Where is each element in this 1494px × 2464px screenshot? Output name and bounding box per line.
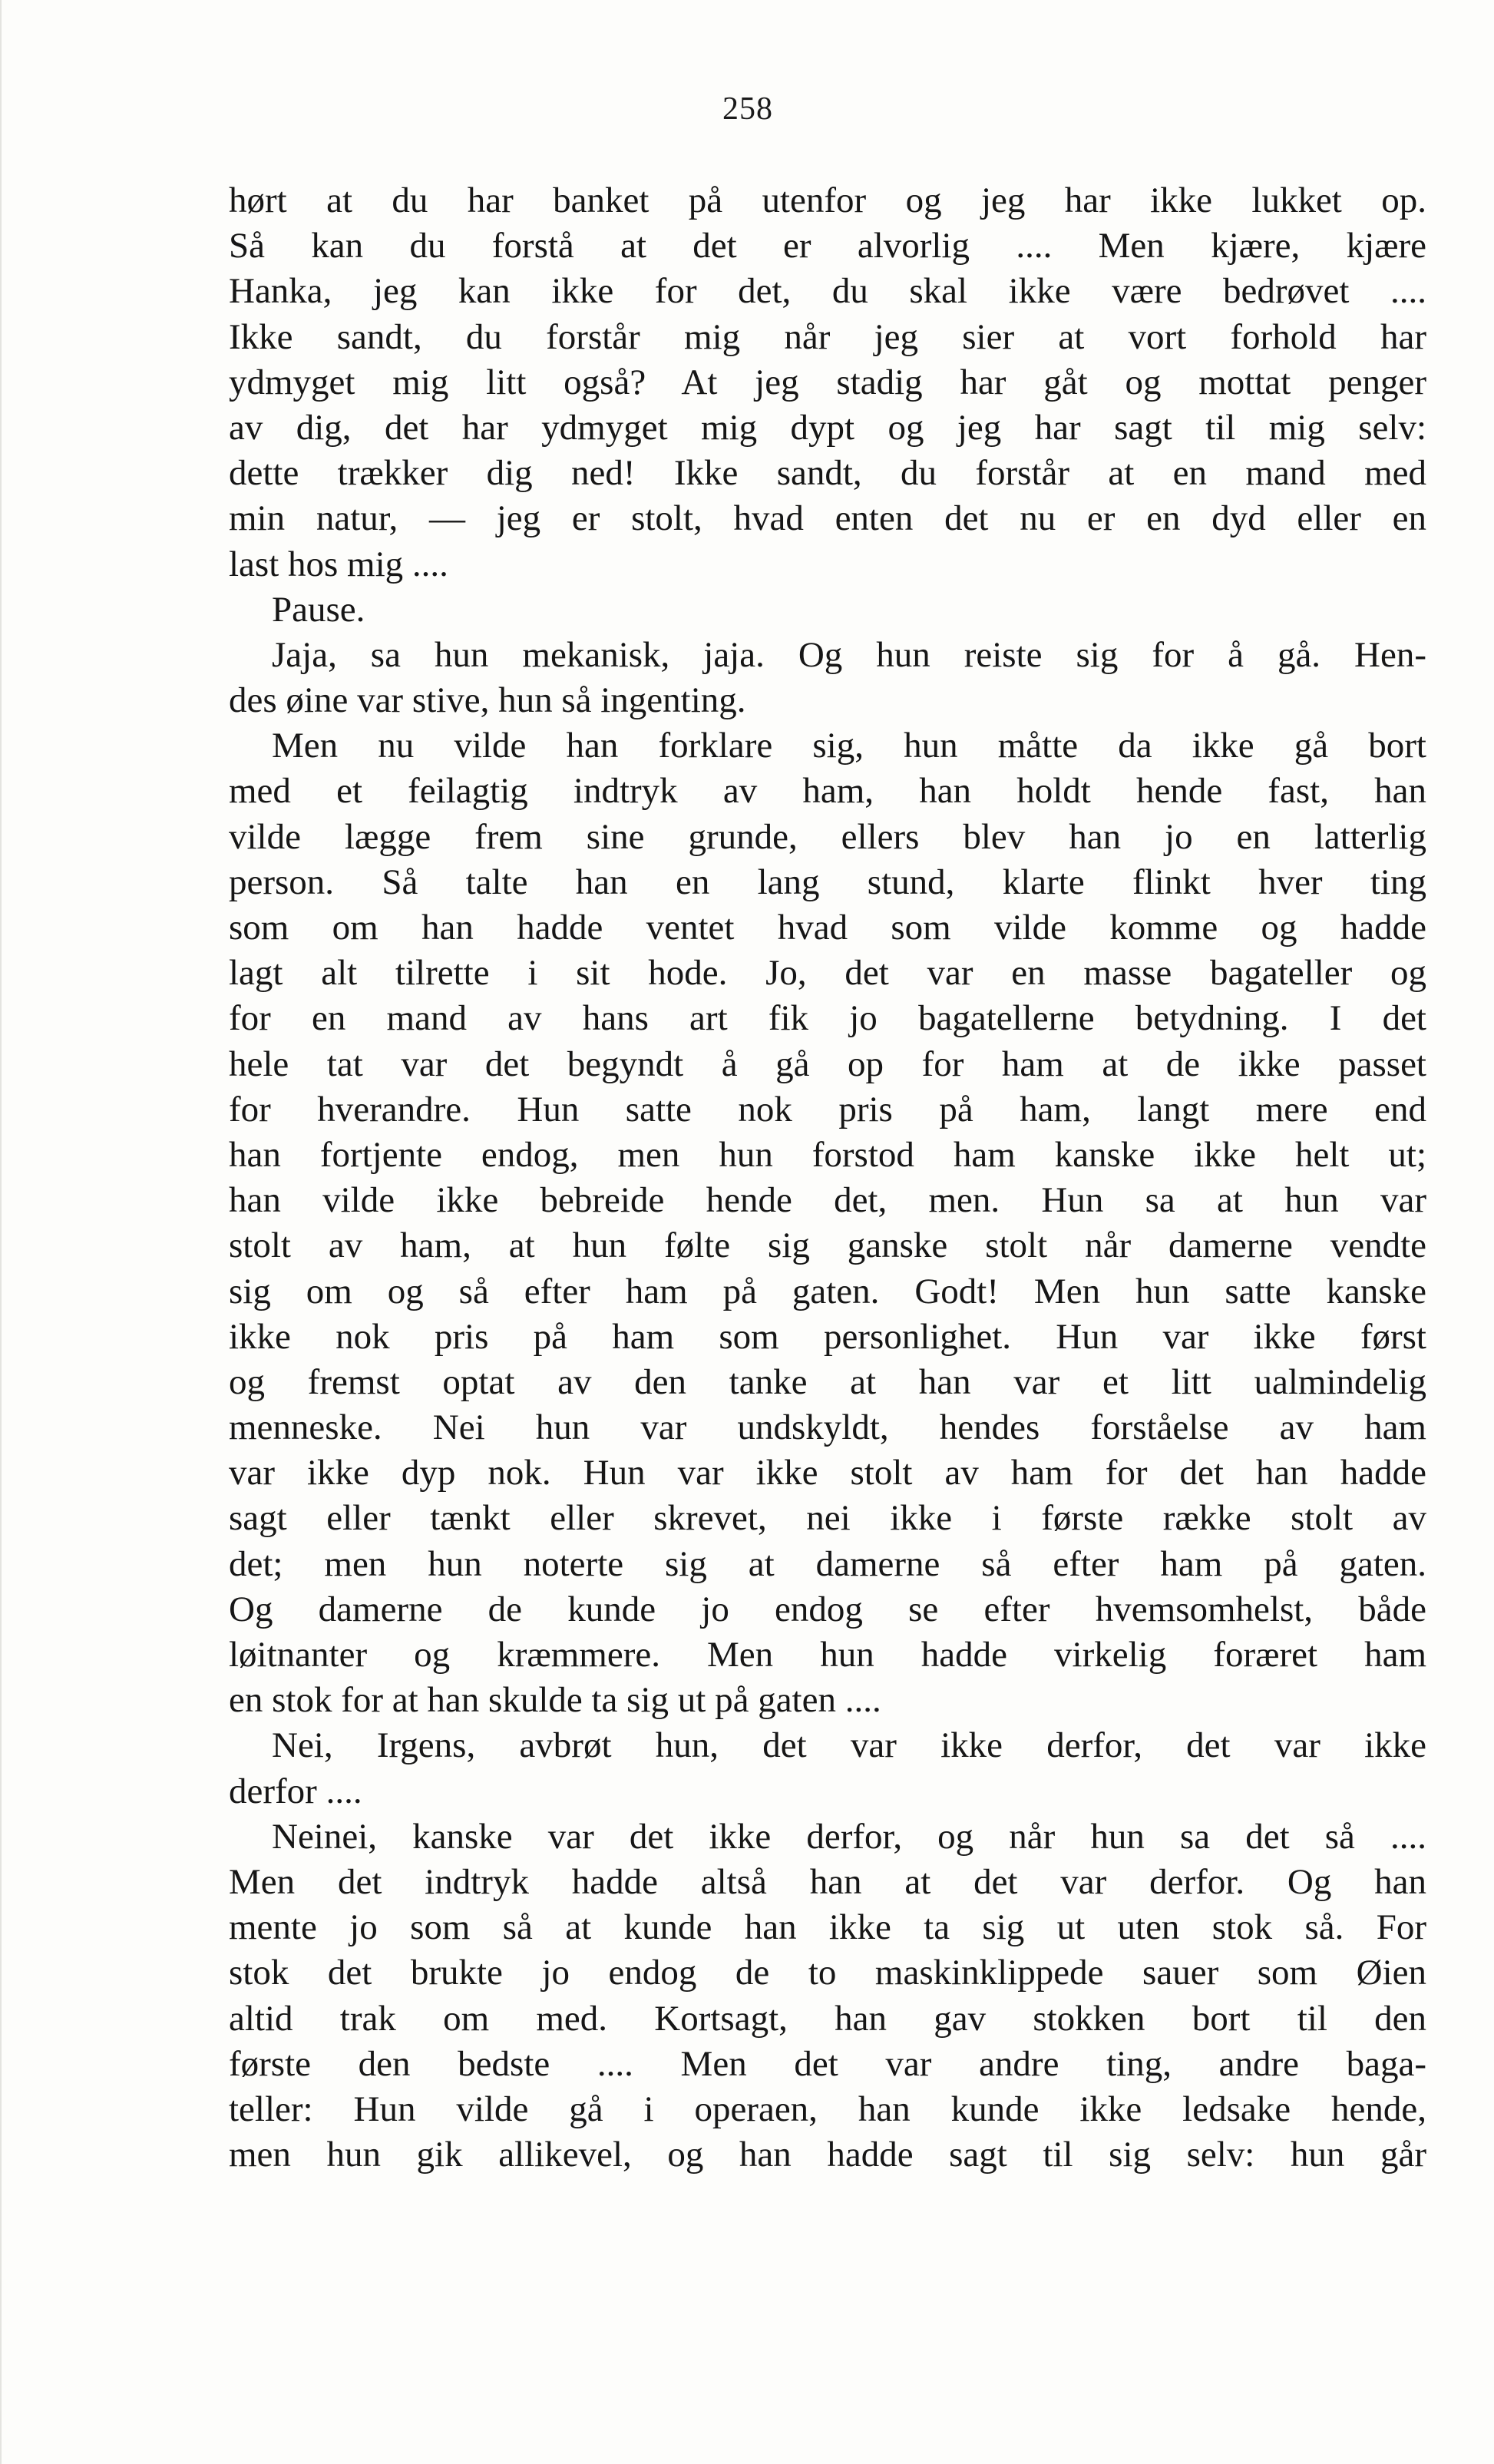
text-line: løitnanter og kræmmere. Men hun hadde virkelig foræret ham <box>229 1635 1426 1675</box>
text-line: Ikke sandt, du forstår mig når jeg sier at vort forhold har <box>229 316 1426 357</box>
text-line: Hanka, jeg kan ikke for det, du skal ikke være bedrøvet .... <box>229 271 1426 312</box>
text-line: for hverandre. Hun satte nok pris på ham, langt mere end <box>229 1089 1426 1129</box>
text-line: vilde lægge frem sine grunde, ellers blev han jo en latterlig <box>229 816 1426 857</box>
text-line: hele tat var det begyndt å gå op for ham at de ikke passet <box>229 1043 1426 1084</box>
text-line: lagt alt tilrette i sit hode. Jo, det var en masse bagateller og <box>229 953 1426 994</box>
body-text <box>229 178 1426 2178</box>
text-line: Neinei, kanske var det ikke derfor, og når hun sa det så .... <box>272 1816 1426 1857</box>
text-line: ikke nok pris på ham som personlighet. Hun var ikke først <box>229 1316 1426 1357</box>
text-line: for en mand av hans art fik jo bagatellerne betydning. I det <box>229 998 1426 1039</box>
text-line: stok det brukte jo endog de to maskinklippede sauer som Øien <box>229 1953 1426 1993</box>
text-line: person. Så talte han en lang stund, klarte flinkt hver ting <box>229 862 1426 902</box>
text-line: som om han hadde ventet hvad som vilde komme og hadde <box>229 908 1426 948</box>
text-line: han vilde ikke bebreide hende det, men. Hun sa at hun var <box>229 1180 1426 1221</box>
text-line: en stok for at han skulde ta sig ut på gaten .... <box>229 1680 881 1721</box>
text-line: men hun gik allikevel, og han hadde sagt til sig selv: hun går <box>229 2135 1426 2175</box>
text-line: teller: Hun vilde gå i operaen, han kunde ikke ledsake hende, <box>229 2089 1426 2129</box>
text-line: des øine var stive, hun så ingenting. <box>229 680 746 721</box>
text-line: og fremst optat av den tanke at han var et litt ualmindelig <box>229 1361 1426 1402</box>
text-line: sagt eller tænkt eller skrevet, nei ikke i første række stolt av <box>229 1498 1426 1539</box>
text-line: mente jo som så at kunde han ikke ta sig ut uten stok så. For <box>229 1907 1426 1948</box>
text-line: Men det indtryk hadde altså han at det var derfor. Og han <box>229 1861 1426 1902</box>
text-line: ydmyget mig litt også? At jeg stadig har gåt og mottat penger <box>229 362 1426 402</box>
text-line: min natur, — jeg er stolt, hvad enten det nu er en dyd eller en <box>229 498 1426 539</box>
text-line: Pause. <box>272 589 365 630</box>
text-line: med et feilagtig indtryk av ham, han holdt hende fast, han <box>229 771 1426 812</box>
text-line: Så kan du forstå at det er alvorlig .... Men kjære, kjære <box>229 226 1426 266</box>
text-line: sig om og så efter ham på gaten. Godt! Men hun satte kanske <box>229 1271 1426 1311</box>
text-line: han fortjente endog, men hun forstod ham kanske ikke helt ut; <box>229 1134 1426 1175</box>
text-line: hørt at du har banket på utenfor og jeg har ikke lukket op. <box>229 180 1426 220</box>
text-line: stolt av ham, at hun følte sig ganske stolt når damerne vendte <box>229 1225 1426 1266</box>
text-line: dette trækker dig ned! Ikke sandt, du forstår at en mand med <box>229 453 1426 494</box>
text-line: altid trak om med. Kortsagt, han gav stokken bort til den <box>229 1998 1426 2039</box>
text-line: det; men hun noterte sig at damerne så efter ham på gaten. <box>229 1543 1426 1584</box>
text-line: første den bedste .... Men det var andre ting, andre baga- <box>229 2043 1426 2084</box>
text-line: Nei, Irgens, avbrøt hun, det var ikke derfor, det var ikke <box>272 1725 1426 1766</box>
text-line: Og damerne de kunde jo endog se efter hvemsomhelst, både <box>229 1589 1426 1629</box>
text-line: av dig, det har ydmyget mig dypt og jeg har sagt til mig selv: <box>229 407 1426 448</box>
text-line: derfor .... <box>229 1771 362 1811</box>
page-number: 258 <box>722 91 773 127</box>
text-line: Men nu vilde han forklare sig, hun måtte da ikke gå bort <box>272 726 1426 766</box>
text-line: menneske. Nei hun var undskyldt, hendes forståelse av ham <box>229 1407 1426 1448</box>
text-line: Jaja, sa hun mekanisk, jaja. Og hun reiste sig for å gå. Hen- <box>272 634 1426 675</box>
text-line: var ikke dyp nok. Hun var ikke stolt av ham for det han hadde <box>229 1453 1426 1493</box>
text-line: last hos mig .... <box>229 544 448 584</box>
